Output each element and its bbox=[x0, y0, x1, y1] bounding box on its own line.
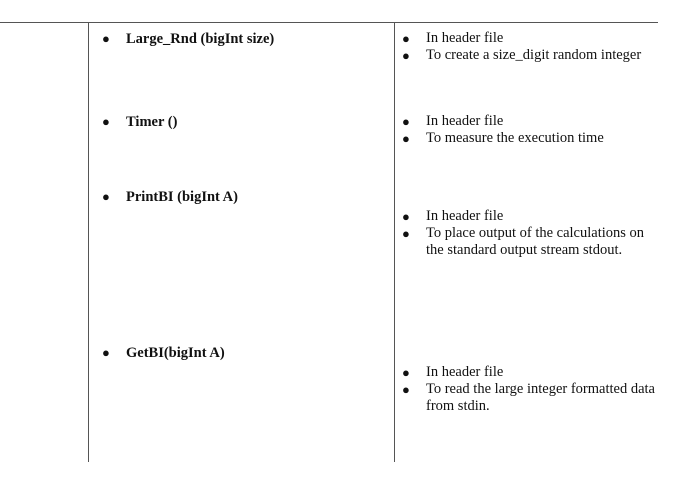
bullet-icon: ● bbox=[402, 31, 410, 46]
bullet-icon: ● bbox=[102, 345, 110, 360]
bullet-icon: ● bbox=[402, 365, 410, 380]
table-top-border bbox=[0, 22, 658, 23]
function-name-printbi: ● PrintBI (bigInt A) bbox=[102, 189, 238, 205]
function-name-getbi: ● GetBI(bigInt A) bbox=[102, 345, 225, 361]
list-item: ● In header file bbox=[402, 208, 504, 224]
bullet-icon: ● bbox=[402, 114, 410, 129]
list-item: ● In header file bbox=[402, 113, 504, 129]
bullet-icon: ● bbox=[402, 382, 410, 397]
bullet-icon: ● bbox=[102, 31, 110, 46]
bullet-icon: ● bbox=[402, 48, 410, 63]
table-column-divider-left bbox=[88, 22, 89, 462]
list-item: ● To read the large integer formatted data from stdin. bbox=[402, 381, 655, 414]
bullet-icon: ● bbox=[402, 226, 410, 241]
function-notes-printbi bbox=[402, 208, 662, 259]
list-item: ● To create a size_digit random integer bbox=[402, 47, 642, 63]
bullet-icon: ● bbox=[102, 114, 110, 129]
table-column-divider-right bbox=[394, 22, 395, 462]
function-notes-large-rnd bbox=[402, 30, 662, 64]
list-item: ● To measure the execution time bbox=[402, 130, 604, 146]
list-item: ● In header file bbox=[402, 30, 504, 46]
bullet-icon: ● bbox=[402, 131, 410, 146]
function-notes-timer bbox=[402, 113, 662, 147]
list-item: ● In header file bbox=[402, 364, 504, 380]
function-name-large-rnd: ● Large_Rnd (bigInt size) bbox=[102, 31, 275, 47]
list-item: ● To place output of the calculations on the standard output stream stdout. bbox=[402, 225, 645, 258]
bullet-icon: ● bbox=[102, 189, 110, 204]
function-notes-getbi bbox=[402, 364, 662, 415]
function-name-timer: ● Timer () bbox=[102, 114, 178, 130]
bullet-icon: ● bbox=[402, 209, 410, 224]
